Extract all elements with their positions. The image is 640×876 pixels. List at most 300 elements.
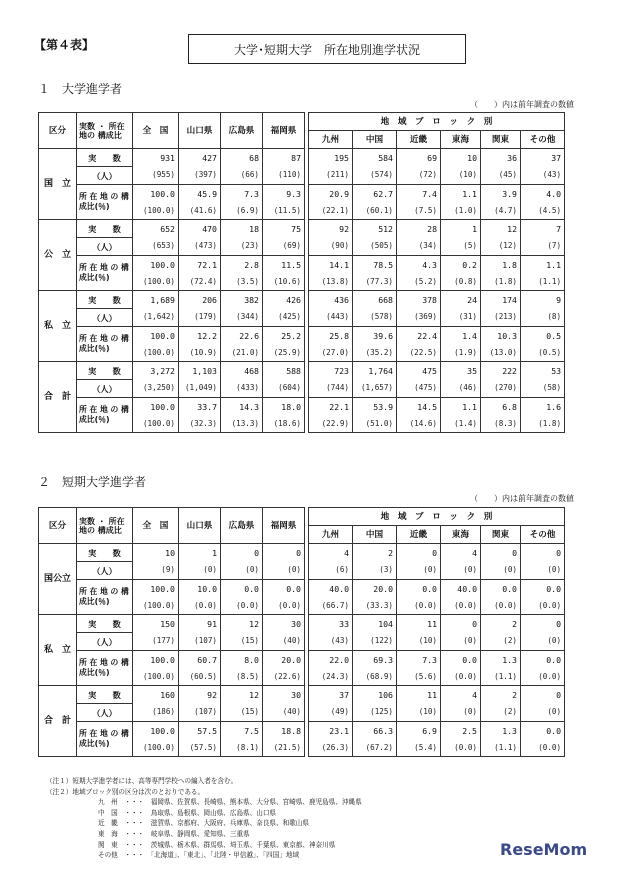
value-cell: (397) bbox=[179, 167, 221, 185]
value-cell: 62.7 bbox=[353, 185, 397, 203]
value-cell: 2.8 bbox=[221, 256, 263, 274]
value-cell: (100.0) bbox=[133, 202, 179, 220]
value-cell: 1.3 bbox=[481, 722, 521, 740]
value-cell: 584 bbox=[353, 149, 397, 167]
value-cell: 100.0 bbox=[133, 651, 179, 669]
value-cell: 0 bbox=[397, 544, 441, 562]
value-cell: (574) bbox=[353, 167, 397, 185]
document-title: 大学･短期大学 所在地別進学状況 bbox=[188, 34, 466, 64]
value-cell: 25.2 bbox=[263, 327, 305, 345]
value-cell: (10) bbox=[397, 633, 441, 651]
value-cell: 206 bbox=[179, 291, 221, 309]
header-other: その他 bbox=[521, 131, 565, 149]
value-cell: 0 bbox=[481, 544, 521, 562]
table-row bbox=[39, 633, 565, 651]
value-cell: (22.9) bbox=[309, 415, 353, 433]
value-cell: 6.8 bbox=[481, 398, 521, 416]
value-cell: (32.3) bbox=[179, 415, 221, 433]
value-cell: (26.3) bbox=[309, 739, 353, 757]
value-cell: (100.0) bbox=[133, 739, 179, 757]
value-cell: (4.7) bbox=[481, 202, 521, 220]
header-tokai: 東海 bbox=[441, 526, 481, 544]
value-cell: 14.5 bbox=[397, 398, 441, 416]
value-cell: 69.3 bbox=[353, 651, 397, 669]
value-cell: 40.0 bbox=[441, 580, 481, 598]
value-cell: (10) bbox=[397, 704, 441, 722]
header-kyushu: 九州 bbox=[309, 526, 353, 544]
value-cell: 1,689 bbox=[133, 291, 179, 309]
header-chugoku: 中国 bbox=[353, 131, 397, 149]
value-cell: 69 bbox=[397, 149, 441, 167]
row-label-count-prev: （人） bbox=[77, 704, 133, 722]
value-cell: (60.5) bbox=[179, 668, 221, 686]
resemom-logo: ReseMom bbox=[500, 840, 588, 859]
table-row bbox=[39, 291, 565, 309]
value-cell: 33 bbox=[309, 615, 353, 633]
value-cell: (1,049) bbox=[179, 380, 221, 398]
value-cell: (125) bbox=[353, 704, 397, 722]
value-cell: (3,250) bbox=[133, 380, 179, 398]
value-cell: (0) bbox=[263, 562, 305, 580]
value-cell: (0.0) bbox=[221, 597, 263, 615]
table-row bbox=[39, 309, 565, 327]
value-cell: (8.3) bbox=[481, 415, 521, 433]
footnote-region-kyushu: 九 州 ・・・ 福岡県、佐賀県、長崎県、熊本県、大分県、宮崎県、鹿児島県、沖縄県 bbox=[98, 798, 362, 807]
value-cell: 1.1 bbox=[441, 185, 481, 203]
value-cell: (0.0) bbox=[481, 597, 521, 615]
value-cell: (473) bbox=[179, 238, 221, 256]
value-cell: 8.0 bbox=[221, 651, 263, 669]
row-label-count: 実 数 bbox=[77, 544, 133, 562]
value-cell: (0.5) bbox=[521, 344, 565, 362]
value-cell: (66.7) bbox=[309, 597, 353, 615]
value-cell: (270) bbox=[481, 380, 521, 398]
row-label-count-prev: （人） bbox=[77, 309, 133, 327]
value-cell: 33.7 bbox=[179, 398, 221, 416]
value-cell: 0.0 bbox=[521, 722, 565, 740]
value-cell: 53 bbox=[521, 362, 565, 380]
value-cell: (51.0) bbox=[353, 415, 397, 433]
value-cell: 78.5 bbox=[353, 256, 397, 274]
value-cell: (0) bbox=[441, 562, 481, 580]
value-cell: (77.3) bbox=[353, 273, 397, 291]
value-cell: (5.6) bbox=[397, 668, 441, 686]
row-label-count: 実 数 bbox=[77, 615, 133, 633]
table-row bbox=[39, 544, 565, 562]
value-cell: 45.9 bbox=[179, 185, 221, 203]
value-cell: 1 bbox=[179, 544, 221, 562]
value-cell: (744) bbox=[309, 380, 353, 398]
footnote-region-chugoku: 中 国 ・・・ 鳥取県、島根県、岡山県、広島県、山口県 bbox=[98, 808, 277, 817]
value-cell: (72) bbox=[397, 167, 441, 185]
value-cell: 0.0 bbox=[521, 651, 565, 669]
value-cell: (0.0) bbox=[521, 739, 565, 757]
value-cell: (24.3) bbox=[309, 668, 353, 686]
value-cell: (22.5) bbox=[397, 344, 441, 362]
header-chugoku: 中国 bbox=[353, 526, 397, 544]
value-cell: (122) bbox=[353, 633, 397, 651]
table-row bbox=[39, 398, 565, 416]
table-row bbox=[39, 580, 565, 598]
row-label-count-prev: （人） bbox=[77, 238, 133, 256]
value-cell: (10.6) bbox=[263, 273, 305, 291]
value-cell: 174 bbox=[481, 291, 521, 309]
value-cell: 2 bbox=[353, 544, 397, 562]
value-cell: 7.3 bbox=[397, 651, 441, 669]
header-nationwide: 全 国 bbox=[133, 508, 179, 544]
value-cell: 470 bbox=[179, 220, 221, 238]
row-label-count: 実 数 bbox=[77, 149, 133, 167]
value-cell: 3,272 bbox=[133, 362, 179, 380]
row-label-count-prev: （人） bbox=[77, 633, 133, 651]
table-row bbox=[39, 149, 565, 167]
value-cell: 0.0 bbox=[521, 580, 565, 598]
value-cell: (25.9) bbox=[263, 344, 305, 362]
value-cell: 668 bbox=[353, 291, 397, 309]
value-cell: (1.8) bbox=[521, 415, 565, 433]
header-kyushu: 九州 bbox=[309, 131, 353, 149]
value-cell: 12 bbox=[481, 220, 521, 238]
value-cell: 60.7 bbox=[179, 651, 221, 669]
value-cell: 12 bbox=[221, 615, 263, 633]
footnote-2: （注２）地域ブロック別の区分は次のとおりである。 bbox=[46, 787, 205, 796]
header-kubun: 区分 bbox=[39, 508, 77, 544]
value-cell: 4 bbox=[309, 544, 353, 562]
value-cell: 0 bbox=[521, 686, 565, 704]
value-cell: (35.2) bbox=[353, 344, 397, 362]
value-cell: (33.3) bbox=[353, 597, 397, 615]
value-cell: 723 bbox=[309, 362, 353, 380]
value-cell: 22.0 bbox=[309, 651, 353, 669]
value-cell: (15) bbox=[221, 704, 263, 722]
table-row bbox=[39, 562, 565, 580]
row-label-count: 実 数 bbox=[77, 220, 133, 238]
value-cell: (0.0) bbox=[521, 668, 565, 686]
value-cell: 1.6 bbox=[521, 398, 565, 416]
value-cell: 9 bbox=[521, 291, 565, 309]
section1-unit-note: （ ）内は前年調査の数値 bbox=[470, 100, 574, 109]
header-kanto: 関東 bbox=[481, 526, 521, 544]
value-cell: 4.3 bbox=[397, 256, 441, 274]
value-cell: 0.0 bbox=[263, 580, 305, 598]
value-cell: (43) bbox=[521, 167, 565, 185]
row-label-ratio: 所 在 地 の 構成比(％) bbox=[77, 722, 133, 757]
value-cell: 0 bbox=[521, 615, 565, 633]
value-cell: (100.0) bbox=[133, 597, 179, 615]
value-cell: (45) bbox=[481, 167, 521, 185]
value-cell: (3.5) bbox=[221, 273, 263, 291]
value-cell: (505) bbox=[353, 238, 397, 256]
value-cell: 1,764 bbox=[353, 362, 397, 380]
table-row bbox=[39, 362, 565, 380]
value-cell: 0.5 bbox=[521, 327, 565, 345]
row-label-ratio: 所 在 地 の 構成比(％) bbox=[77, 651, 133, 686]
value-cell: 28 bbox=[397, 220, 441, 238]
value-cell: 195 bbox=[309, 149, 353, 167]
value-cell: 1.4 bbox=[441, 327, 481, 345]
value-cell: (1.1) bbox=[521, 273, 565, 291]
section1-table bbox=[38, 112, 565, 433]
value-cell: (9) bbox=[133, 562, 179, 580]
value-cell: (344) bbox=[221, 309, 263, 327]
value-cell: (11.5) bbox=[263, 202, 305, 220]
value-cell: (41.6) bbox=[179, 202, 221, 220]
value-cell: 427 bbox=[179, 149, 221, 167]
value-cell: (475) bbox=[397, 380, 441, 398]
value-cell: 0 bbox=[441, 615, 481, 633]
header-hiroshima: 広島県 bbox=[221, 508, 263, 544]
value-cell: 20.0 bbox=[353, 580, 397, 598]
value-cell: (0.0) bbox=[521, 597, 565, 615]
value-cell: (107) bbox=[179, 704, 221, 722]
header-composition: 実数 ・ 所在地の 構成比 bbox=[77, 113, 133, 149]
value-cell: (27.0) bbox=[309, 344, 353, 362]
value-cell: (653) bbox=[133, 238, 179, 256]
value-cell: (1,657) bbox=[353, 380, 397, 398]
value-cell: (4.5) bbox=[521, 202, 565, 220]
value-cell: 57.5 bbox=[179, 722, 221, 740]
value-cell: (10.9) bbox=[179, 344, 221, 362]
value-cell: 3.9 bbox=[481, 185, 521, 203]
value-cell: (0) bbox=[221, 562, 263, 580]
value-cell: 100.0 bbox=[133, 398, 179, 416]
value-cell: (8) bbox=[521, 309, 565, 327]
value-cell: 37 bbox=[521, 149, 565, 167]
value-cell: 75 bbox=[263, 220, 305, 238]
table-row bbox=[39, 615, 565, 633]
value-cell: (12) bbox=[481, 238, 521, 256]
value-cell: 104 bbox=[353, 615, 397, 633]
value-cell: (90) bbox=[309, 238, 353, 256]
value-cell: (5) bbox=[441, 238, 481, 256]
header-yamaguchi: 山口県 bbox=[179, 508, 221, 544]
value-cell: 1,103 bbox=[179, 362, 221, 380]
header-yamaguchi: 山口県 bbox=[179, 113, 221, 149]
value-cell: 87 bbox=[263, 149, 305, 167]
value-cell: 0.0 bbox=[397, 580, 441, 598]
value-cell: (5.2) bbox=[397, 273, 441, 291]
value-cell: (6) bbox=[309, 562, 353, 580]
row-label-count: 実 数 bbox=[77, 686, 133, 704]
value-cell: (107) bbox=[179, 633, 221, 651]
value-cell: 14.1 bbox=[309, 256, 353, 274]
value-cell: (21.0) bbox=[221, 344, 263, 362]
table-row bbox=[39, 704, 565, 722]
value-cell: 1.1 bbox=[521, 256, 565, 274]
row-label-count: 実 数 bbox=[77, 291, 133, 309]
value-cell: (31) bbox=[441, 309, 481, 327]
table-row bbox=[39, 220, 565, 238]
value-cell: 53.9 bbox=[353, 398, 397, 416]
table-row bbox=[39, 686, 565, 704]
value-cell: 72.1 bbox=[179, 256, 221, 274]
value-cell: (0.0) bbox=[179, 597, 221, 615]
value-cell: 931 bbox=[133, 149, 179, 167]
value-cell: (177) bbox=[133, 633, 179, 651]
value-cell: 475 bbox=[397, 362, 441, 380]
value-cell: (46) bbox=[441, 380, 481, 398]
row-label-count-prev: （人） bbox=[77, 167, 133, 185]
value-cell: 12 bbox=[221, 686, 263, 704]
value-cell: (0.0) bbox=[397, 597, 441, 615]
table-row bbox=[39, 238, 565, 256]
value-cell: (179) bbox=[179, 309, 221, 327]
value-cell: 7.3 bbox=[221, 185, 263, 203]
value-cell: (18.6) bbox=[263, 415, 305, 433]
value-cell: 4 bbox=[441, 544, 481, 562]
footnote-region-other: その他 ・・・ 「北海道」、「東北」、「北陸・甲信越」、「四国」地域 bbox=[98, 851, 300, 860]
value-cell: (0) bbox=[179, 562, 221, 580]
section2-table bbox=[38, 507, 565, 757]
row-label-ratio: 所 在 地 の 構成比(％) bbox=[77, 185, 133, 220]
value-cell: (72.4) bbox=[179, 273, 221, 291]
table-row bbox=[39, 167, 565, 185]
footnote-1: （注１）短期大学進学者には、高等専門学校への編入者を含む。 bbox=[46, 777, 238, 785]
group-label: 合 計 bbox=[39, 362, 77, 433]
value-cell: 512 bbox=[353, 220, 397, 238]
header-kubun: 区分 bbox=[39, 113, 77, 149]
header-kinki: 近畿 bbox=[397, 526, 441, 544]
value-cell: 100.0 bbox=[133, 256, 179, 274]
header-row-top bbox=[39, 508, 565, 526]
value-cell: (100.0) bbox=[133, 415, 179, 433]
value-cell: (7) bbox=[521, 238, 565, 256]
table-row bbox=[39, 185, 565, 203]
value-cell: 18 bbox=[221, 220, 263, 238]
value-cell: 10.0 bbox=[179, 580, 221, 598]
table-row bbox=[39, 256, 565, 274]
value-cell: 37 bbox=[309, 686, 353, 704]
section2-heading: ２ 短期大学進学者 bbox=[38, 475, 147, 489]
value-cell: (604) bbox=[263, 380, 305, 398]
value-cell: (40) bbox=[263, 704, 305, 722]
value-cell: (34) bbox=[397, 238, 441, 256]
value-cell: (0) bbox=[441, 704, 481, 722]
value-cell: (13.8) bbox=[309, 273, 353, 291]
header-kanto: 関東 bbox=[481, 131, 521, 149]
value-cell: 4.0 bbox=[521, 185, 565, 203]
value-cell: 24 bbox=[441, 291, 481, 309]
group-label: 国 立 bbox=[39, 149, 77, 220]
value-cell: (186) bbox=[133, 704, 179, 722]
value-cell: (22.6) bbox=[263, 668, 305, 686]
value-cell: (66) bbox=[221, 167, 263, 185]
group-label: 国公立 bbox=[39, 544, 77, 615]
value-cell: (10) bbox=[441, 167, 481, 185]
value-cell: (100.0) bbox=[133, 344, 179, 362]
value-cell: 1 bbox=[441, 220, 481, 238]
value-cell: 222 bbox=[481, 362, 521, 380]
row-label-count-prev: （人） bbox=[77, 380, 133, 398]
value-cell: 22.6 bbox=[221, 327, 263, 345]
value-cell: 9.3 bbox=[263, 185, 305, 203]
table-row bbox=[39, 651, 565, 669]
value-cell: (6.9) bbox=[221, 202, 263, 220]
value-cell: 10 bbox=[441, 149, 481, 167]
value-cell: (213) bbox=[481, 309, 521, 327]
table-number-label: 【第４表】 bbox=[34, 38, 95, 52]
value-cell: 1.1 bbox=[441, 398, 481, 416]
value-cell: (23) bbox=[221, 238, 263, 256]
value-cell: 7.5 bbox=[221, 722, 263, 740]
value-cell: (43) bbox=[309, 633, 353, 651]
value-cell: 100.0 bbox=[133, 580, 179, 598]
value-cell: 6.9 bbox=[397, 722, 441, 740]
value-cell: 14.3 bbox=[221, 398, 263, 416]
header-composition: 実数 ・ 所在地の 構成比 bbox=[77, 508, 133, 544]
footnote-region-tokai: 東 海 ・・・ 岐阜県、静岡県、愛知県、三重県 bbox=[98, 829, 250, 838]
value-cell: (0.8) bbox=[441, 273, 481, 291]
value-cell: (5.4) bbox=[397, 739, 441, 757]
value-cell: (13.0) bbox=[481, 344, 521, 362]
value-cell: (955) bbox=[133, 167, 179, 185]
value-cell: 39.6 bbox=[353, 327, 397, 345]
value-cell: 2 bbox=[481, 686, 521, 704]
value-cell: (0.0) bbox=[441, 668, 481, 686]
header-tokai: 東海 bbox=[441, 131, 481, 149]
value-cell: 150 bbox=[133, 615, 179, 633]
value-cell: 20.9 bbox=[309, 185, 353, 203]
value-cell: 22.1 bbox=[309, 398, 353, 416]
value-cell: (67.2) bbox=[353, 739, 397, 757]
table-row bbox=[39, 380, 565, 398]
value-cell: 7.4 bbox=[397, 185, 441, 203]
value-cell: 66.3 bbox=[353, 722, 397, 740]
value-cell: (1.4) bbox=[441, 415, 481, 433]
value-cell: (58) bbox=[521, 380, 565, 398]
value-cell: (433) bbox=[221, 380, 263, 398]
value-cell: (110) bbox=[263, 167, 305, 185]
value-cell: (69) bbox=[263, 238, 305, 256]
value-cell: (2) bbox=[481, 633, 521, 651]
value-cell: (0) bbox=[521, 562, 565, 580]
header-hiroshima: 広島県 bbox=[221, 113, 263, 149]
value-cell: 100.0 bbox=[133, 185, 179, 203]
value-cell: 652 bbox=[133, 220, 179, 238]
value-cell: (49) bbox=[309, 704, 353, 722]
row-label-ratio: 所 在 地 の 構成比(％) bbox=[77, 580, 133, 615]
header-other: その他 bbox=[521, 526, 565, 544]
header-kinki: 近畿 bbox=[397, 131, 441, 149]
value-cell: 25.8 bbox=[309, 327, 353, 345]
value-cell: (8.1) bbox=[221, 739, 263, 757]
value-cell: 11.5 bbox=[263, 256, 305, 274]
value-cell: 4 bbox=[441, 686, 481, 704]
header-fukuoka: 福岡県 bbox=[263, 113, 305, 149]
value-cell: (100.0) bbox=[133, 273, 179, 291]
value-cell: 36 bbox=[481, 149, 521, 167]
value-cell: (1.9) bbox=[441, 344, 481, 362]
value-cell: 0 bbox=[521, 544, 565, 562]
value-cell: 22.4 bbox=[397, 327, 441, 345]
value-cell: (0) bbox=[481, 562, 521, 580]
value-cell: 20.0 bbox=[263, 651, 305, 669]
value-cell: 40.0 bbox=[309, 580, 353, 598]
value-cell: (443) bbox=[309, 309, 353, 327]
value-cell: (0.0) bbox=[263, 597, 305, 615]
header-row-top bbox=[39, 113, 565, 131]
value-cell: (3) bbox=[353, 562, 397, 580]
value-cell: (22.1) bbox=[309, 202, 353, 220]
value-cell: 11 bbox=[397, 615, 441, 633]
value-cell: 92 bbox=[309, 220, 353, 238]
value-cell: 2.5 bbox=[441, 722, 481, 740]
value-cell: 0.2 bbox=[441, 256, 481, 274]
value-cell: 10.3 bbox=[481, 327, 521, 345]
value-cell: 378 bbox=[397, 291, 441, 309]
value-cell: 106 bbox=[353, 686, 397, 704]
value-cell: 468 bbox=[221, 362, 263, 380]
